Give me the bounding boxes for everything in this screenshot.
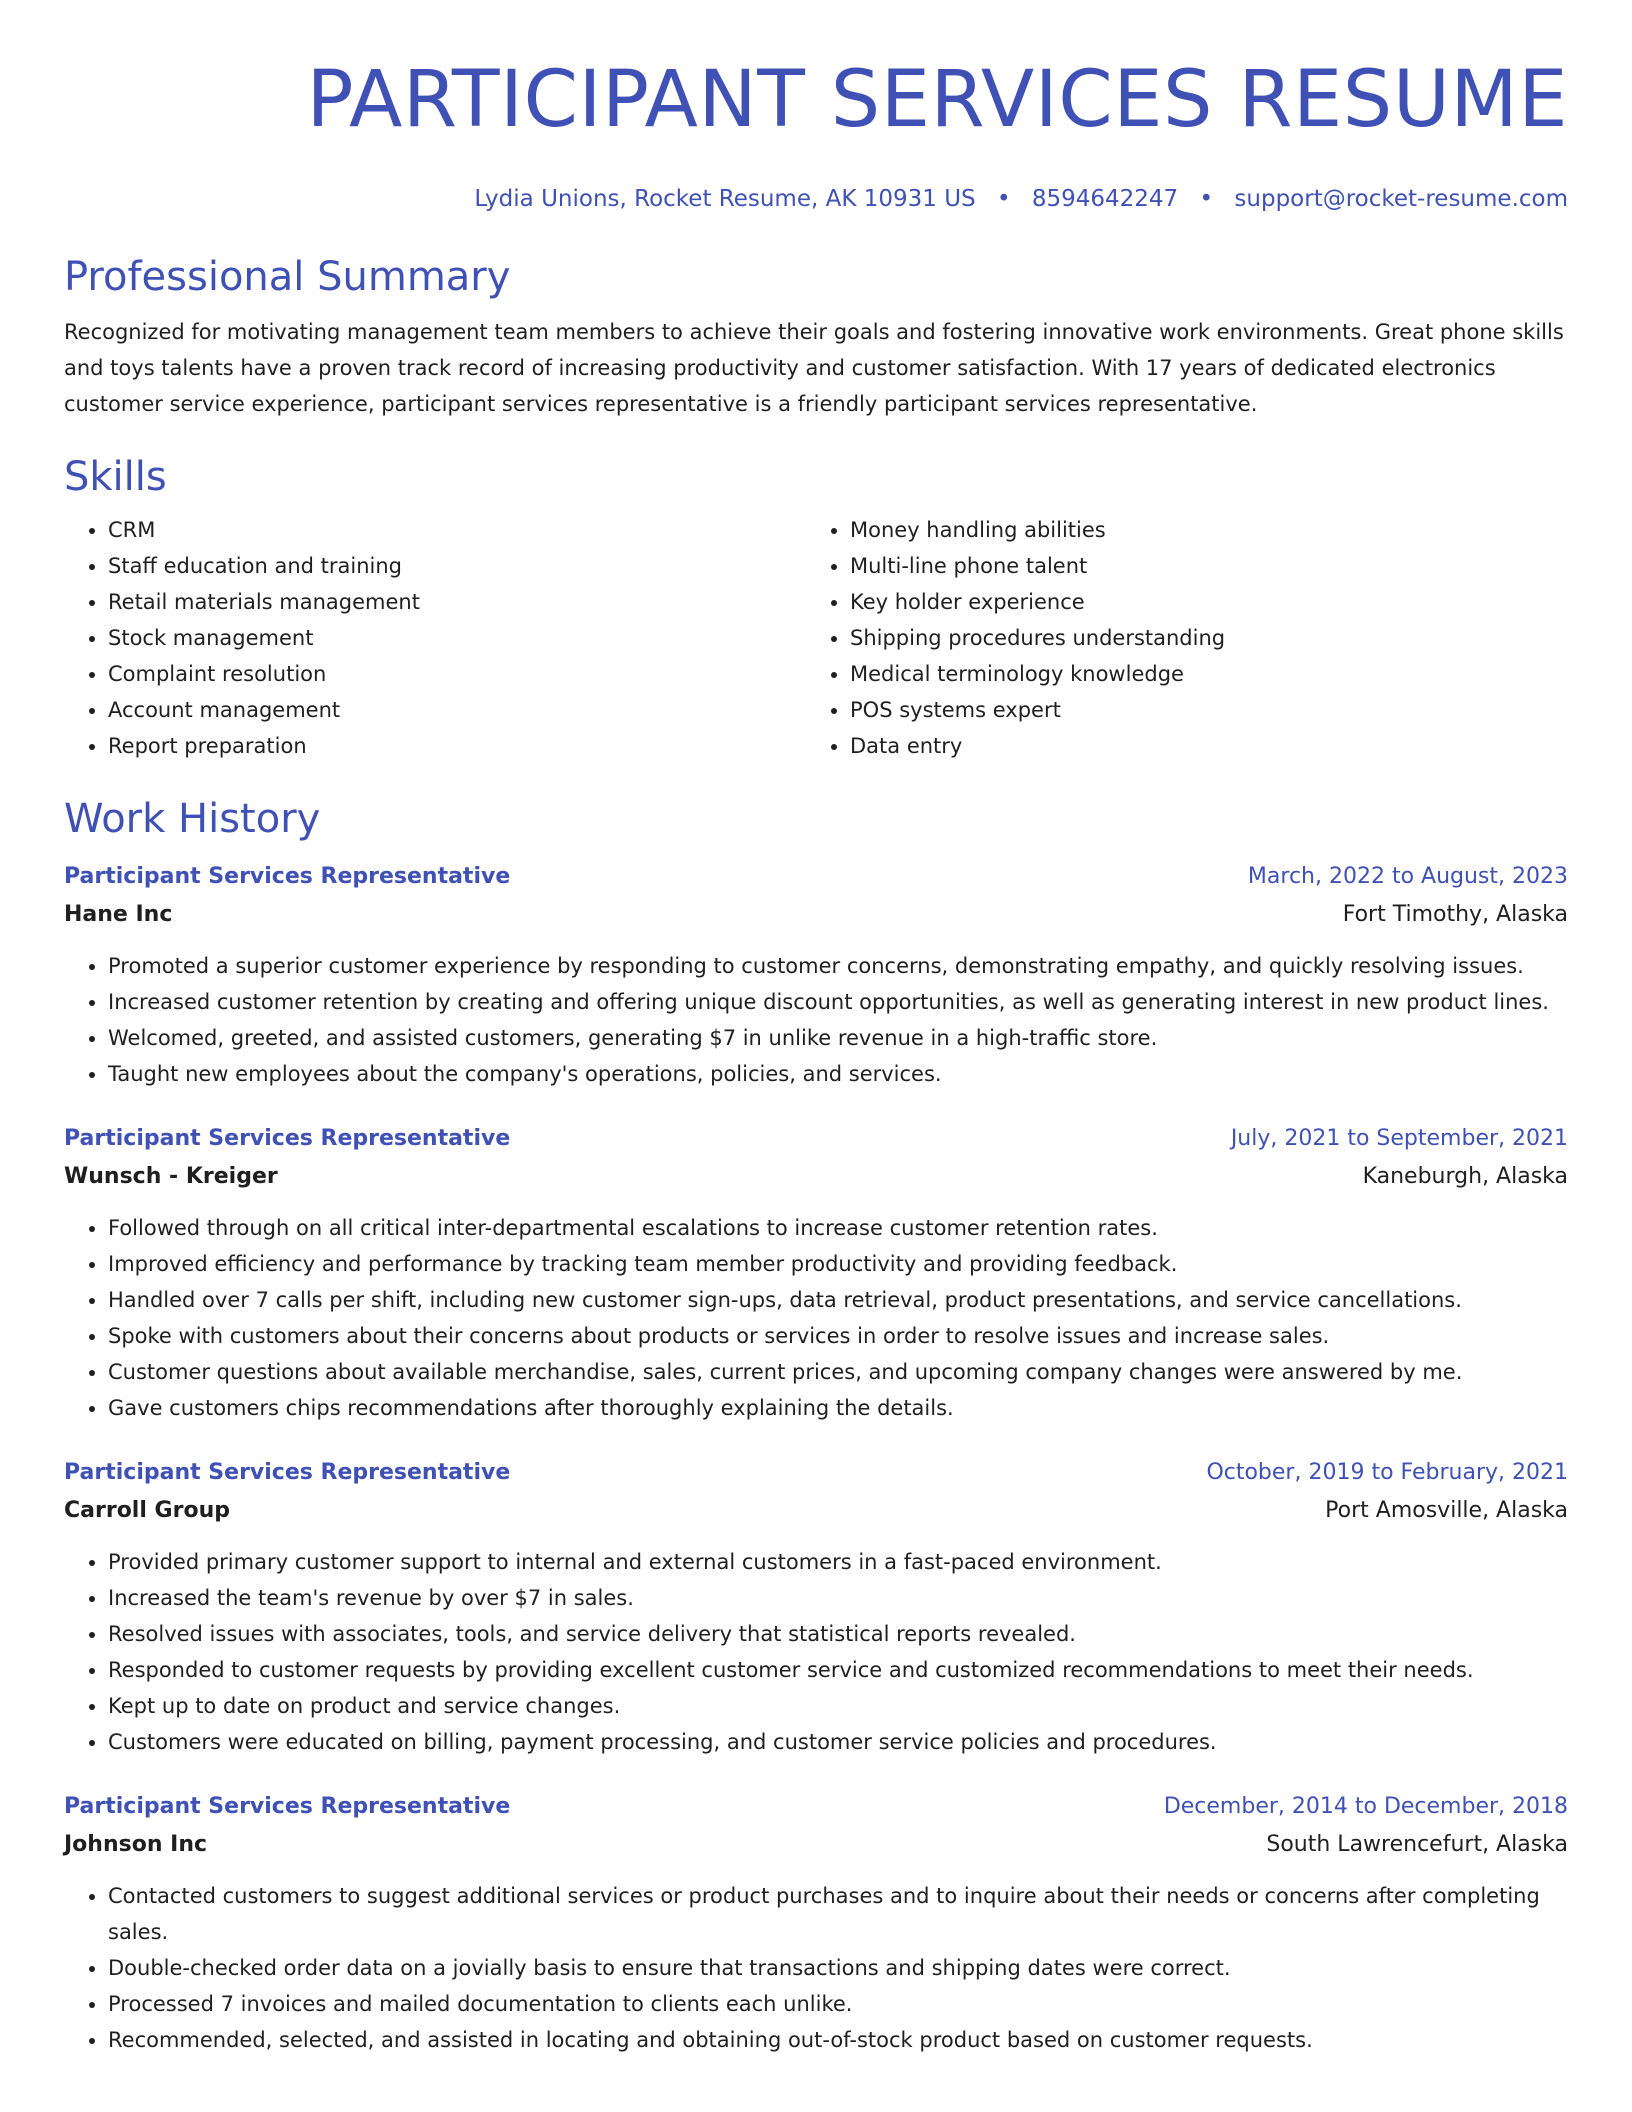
job-company: Hane Inc xyxy=(64,902,173,927)
job-location: Kaneburgh, Alaska xyxy=(1362,1164,1568,1189)
job-company: Johnson Inc xyxy=(64,1832,208,1857)
contact-phone: 8594642247 xyxy=(1031,186,1179,212)
job-company-row xyxy=(64,1492,1568,1530)
skill-item: • Retail materials management xyxy=(108,584,806,620)
job-bullet: • Customer questions about available merchandise, sales, current prices, and upcoming company changes were answered by me. xyxy=(108,1354,1568,1390)
job-location: Fort Timothy, Alaska xyxy=(1342,902,1568,927)
skill-item: • Stock management xyxy=(108,620,806,656)
skill-item: • CRM xyxy=(108,512,806,548)
job-bullet: • Welcomed, greeted, and assisted customers, generating $7 in unlike revenue in a high-traffic store. xyxy=(108,1020,1568,1056)
skill-item: • Shipping procedures understanding xyxy=(850,620,1548,656)
job-bullet: • Spoke with customers about their concerns about products or services in order to resolve issues and increase sales. xyxy=(108,1318,1568,1354)
job-bullets xyxy=(64,1210,1568,1426)
job-company: Wunsch - Kreiger xyxy=(64,1164,278,1189)
job-entry xyxy=(64,1454,1568,1760)
skill-item: • Key holder experience xyxy=(850,584,1548,620)
job-bullet: • Provided primary customer support to internal and external customers in a fast-paced environment. xyxy=(108,1544,1568,1580)
skills-columns xyxy=(64,512,1568,764)
job-bullets xyxy=(64,948,1568,1092)
skill-item: • Data entry xyxy=(850,728,1548,764)
job-title: Participant Services Representative xyxy=(64,1794,511,1819)
job-bullet: • Responded to customer requests by providing excellent customer service and customized recommendations to meet their needs. xyxy=(108,1652,1568,1688)
skill-item: • Multi-line phone talent xyxy=(850,548,1548,584)
job-dates: March, 2022 to August, 2023 xyxy=(1247,864,1568,889)
job-bullet: • Improved efficiency and performance by tracking team member productivity and providing feedback. xyxy=(108,1246,1568,1282)
skills-list-right xyxy=(806,512,1548,764)
separator-dot: • xyxy=(996,186,1011,212)
job-title-row xyxy=(64,1120,1568,1158)
skill-item: • POS systems expert xyxy=(850,692,1548,728)
job-company: Carroll Group xyxy=(64,1498,230,1523)
skill-item: • Medical terminology knowledge xyxy=(850,656,1548,692)
job-bullet: • Customers were educated on billing, payment processing, and customer service policies and procedures. xyxy=(108,1724,1568,1760)
job-company-row xyxy=(64,896,1568,934)
job-entry xyxy=(64,858,1568,1092)
job-title-row xyxy=(64,1788,1568,1826)
skill-item: • Staff education and training xyxy=(108,548,806,584)
resume-title: PARTICIPANT SERVICES RESUME xyxy=(306,55,1568,145)
job-bullet: • Double-checked order data on a jovially basis to ensure that transactions and shipping dates were correct. xyxy=(108,1950,1568,1986)
job-entry xyxy=(64,1788,1568,2058)
job-bullet: • Processed 7 invoices and mailed documentation to clients each unlike. xyxy=(108,1986,1568,2022)
job-location: South Lawrencefurt, Alaska xyxy=(1266,1832,1568,1857)
job-bullet: • Contacted customers to suggest additional services or product purchases and to inquire about their needs or concerns after completing sales. xyxy=(108,1878,1568,1950)
summary-heading: Professional Summary xyxy=(64,254,511,300)
job-company-row xyxy=(64,1158,1568,1196)
skill-item: • Money handling abilities xyxy=(850,512,1548,548)
job-bullet: • Followed through on all critical inter-departmental escalations to increase customer retention rates. xyxy=(108,1210,1568,1246)
job-title-row xyxy=(64,858,1568,896)
job-bullet: • Gave customers chips recommendations after thoroughly explaining the details. xyxy=(108,1390,1568,1426)
job-title-row xyxy=(64,1454,1568,1492)
job-dates: July, 2021 to September, 2021 xyxy=(1230,1126,1568,1151)
contact-line xyxy=(64,184,1568,214)
job-bullet: • Increased the team's revenue by over $7 in sales. xyxy=(108,1580,1568,1616)
skills-list-left xyxy=(64,512,806,764)
job-dates: December, 2014 to December, 2018 xyxy=(1163,1794,1568,1819)
job-bullet: • Resolved issues with associates, tools, and service delivery that statistical reports revealed. xyxy=(108,1616,1568,1652)
job-company-row xyxy=(64,1826,1568,1864)
summary-text: Recognized for motivating management team members to achieve their goals and fostering innovative work environments. Great phone skills and toys talents have a proven track record of increasing productivity and customer satisfaction. With 17 years of dedicated electronics customer service experience, participant services representative is a friendly participant services representative. xyxy=(64,320,1564,416)
skills-heading: Skills xyxy=(64,454,167,500)
skill-item: • Account management xyxy=(108,692,806,728)
resume-header xyxy=(64,0,1568,214)
job-bullet: • Recommended, selected, and assisted in locating and obtaining out-of-stock product based on customer requests. xyxy=(108,2022,1568,2058)
work-history-heading: Work History xyxy=(64,796,321,842)
skill-item: • Report preparation xyxy=(108,728,806,764)
job-bullets xyxy=(64,1878,1568,2058)
job-location: Port Amosville, Alaska xyxy=(1325,1498,1568,1523)
job-title: Participant Services Representative xyxy=(64,864,511,889)
job-bullet: • Handled over 7 calls per shift, including new customer sign-ups, data retrieval, product presentations, and service cancellations. xyxy=(108,1282,1568,1318)
skill-item: • Complaint resolution xyxy=(108,656,806,692)
separator-dot: • xyxy=(1199,186,1214,212)
job-bullet: • Kept up to date on product and service changes. xyxy=(108,1688,1568,1724)
job-bullet: • Increased customer retention by creating and offering unique discount opportunities, as well as generating interest in new product lines. xyxy=(108,984,1568,1020)
job-title: Participant Services Representative xyxy=(64,1460,511,1485)
job-entry xyxy=(64,1120,1568,1426)
job-bullets xyxy=(64,1544,1568,1760)
contact-address: Lydia Unions, Rocket Resume, AK 10931 US xyxy=(474,186,976,212)
job-title: Participant Services Representative xyxy=(64,1126,511,1151)
job-bullet: • Taught new employees about the company's operations, policies, and services. xyxy=(108,1056,1568,1092)
contact-email: support@rocket-resume.com xyxy=(1234,186,1568,212)
job-bullet: • Promoted a superior customer experience by responding to customer concerns, demonstrating empathy, and quickly resolving issues. xyxy=(108,948,1568,984)
job-dates: October, 2019 to February, 2021 xyxy=(1206,1460,1568,1485)
